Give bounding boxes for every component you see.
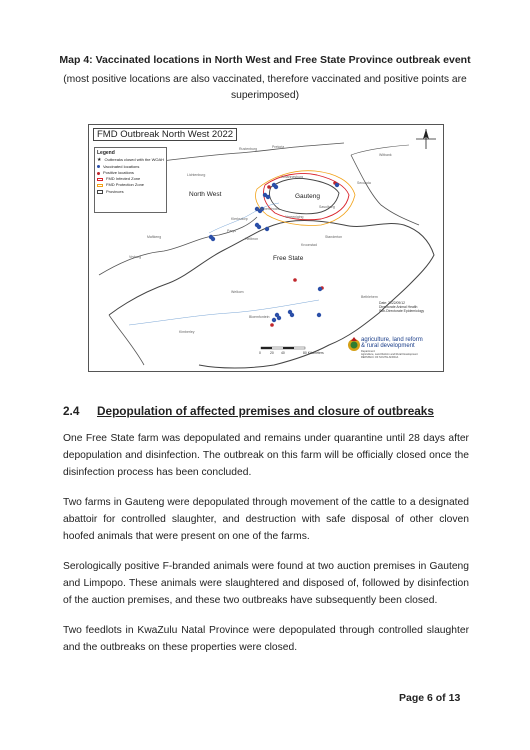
- map-points: [209, 181, 339, 327]
- province-border-west: [99, 217, 257, 275]
- town-label: Sasolburg: [319, 205, 335, 209]
- paragraph: Serologically positive F-branded animals were found at two auction premises in Gauteng and Limpopo. These animals were slaughtered and disposed of, followed by disinfection of the auction premises, and these two outbreaks have subsequently been closed.: [63, 561, 469, 606]
- positive-dot-icon: [97, 172, 100, 175]
- scale-tick-label: 80 Kilometers: [303, 351, 324, 355]
- paragraph: Two feedlots in KwaZulu Natal Province were depopulated through controlled slaughter and the outbreaks on these properties were closed.: [63, 625, 469, 653]
- legend-item-closed: ★ Outbreaks closed with the WOAH: [97, 157, 165, 164]
- map-caption-title: Map 4: Vaccinated locations in North West and Free State Province outbreak event: [59, 54, 471, 66]
- map-caption-subtitle: (most positive locations are also vaccinated, therefore vaccinated and positive points are superimposed): [63, 74, 467, 101]
- vaccinated-location-marker: [318, 287, 322, 291]
- vaccinated-location-marker: [265, 227, 269, 231]
- scale-tick-label: 40: [281, 351, 285, 355]
- province-swatch: [97, 190, 103, 194]
- town-label: Vryburg: [129, 255, 142, 259]
- town-label: Bloemfontein: [249, 315, 270, 319]
- map-legend: [94, 147, 167, 213]
- north-arrow-icon: [416, 129, 436, 149]
- town-label: Witbank: [379, 153, 392, 157]
- legend-item-vaccinated: Vaccinated locations: [97, 164, 164, 170]
- legend-title: Legend: [97, 150, 115, 156]
- town-label: Kroonstad: [301, 243, 317, 247]
- scale-tick-label: 20: [270, 351, 274, 355]
- coat-of-arms-icon: [348, 337, 360, 351]
- town-label: Johannesburg: [281, 175, 304, 179]
- outbreak-map: [88, 124, 444, 372]
- department-logo-text: agriculture, land reform & rural development: [361, 337, 423, 349]
- scale-tick-label: 0: [259, 351, 261, 355]
- paragraph: Two farms in Gauteng were depopulated through movement of the cattle to a designated abattoir for controlled slaughter, and destruction with safe disposal of other cloven hoofed animals that were present on one of the farms.: [63, 497, 469, 542]
- positive-location-marker: [293, 278, 297, 282]
- department-logo-subtext: Department: Agriculture, Land Reform and Rural Development REPUBLIC OF SOUTH AFRICA: [361, 350, 418, 359]
- vaccinated-location-marker: [266, 195, 270, 199]
- legend-item-positive: Positive locations: [97, 170, 164, 176]
- legend-item-provinces: Provinces: [97, 189, 164, 195]
- town-label: Mafikeng: [147, 235, 162, 239]
- page-number: Page 6 of 13: [399, 692, 461, 704]
- town-label: Klerksdorp: [231, 217, 248, 221]
- infected-zone-swatch: [97, 178, 103, 182]
- town-label: Secunda: [357, 181, 371, 185]
- town-label: Vereeniging: [285, 215, 304, 219]
- town-label: Welkom: [231, 290, 244, 294]
- section-heading: [63, 404, 434, 418]
- vaccinated-location-marker: [211, 237, 215, 241]
- vaccinated-location-marker: [335, 183, 339, 187]
- border-east: [351, 155, 419, 225]
- vaccinated-location-marker: [317, 313, 321, 317]
- section-number: 2.4: [63, 404, 80, 418]
- legend-item-infected: FMD Infected Zone: [97, 176, 164, 182]
- protection-zone-swatch: [97, 184, 103, 188]
- scale-bar: [261, 347, 305, 349]
- paragraph: One Free State farm was depopulated and remains under quarantine until 28 days after depopulation and disinfection. The outbreak on this farm will be officially closed once the disinfection process has been concluded.: [63, 433, 469, 478]
- map-date-block: Date: 2022/09/12 Directorate Animal Health Sub-Directorate Epidemiology: [379, 301, 425, 313]
- map-title: FMD Outbreak North West 2022: [93, 128, 237, 141]
- legend-item-protection: FMD Protection Zone: [97, 182, 164, 188]
- region-label-gauteng: Gauteng: [295, 193, 320, 200]
- town-label: Lichtenburg: [187, 173, 206, 177]
- vaccinated-location-marker: [274, 185, 278, 189]
- region-label-free-state: Free State: [273, 255, 304, 262]
- border-south-west: [109, 315, 144, 365]
- town-label: Rustenburg: [239, 147, 258, 151]
- vaccinated-location-marker: [290, 313, 294, 317]
- positive-location-marker: [267, 185, 271, 189]
- town-label: Heilbron: [245, 237, 259, 241]
- town-label: Standerton: [325, 235, 343, 239]
- vaccinated-location-marker: [272, 318, 276, 322]
- vaccinated-location-marker: [277, 316, 281, 320]
- town-label: Potchefstroom: [257, 207, 280, 211]
- town-label: Parys: [227, 229, 236, 233]
- section-title: Depopulation of affected premises and closure of outbreaks: [97, 404, 434, 418]
- region-label-north-west: North West: [189, 191, 222, 198]
- town-label: Bethlehem: [361, 295, 378, 299]
- town-label: Pretoria: [272, 145, 285, 149]
- star-icon: ★: [97, 157, 102, 164]
- positive-location-marker: [270, 323, 274, 327]
- vaccinated-dot-icon: [97, 165, 100, 168]
- vaccinated-location-marker: [257, 225, 261, 229]
- town-label: Kimberley: [179, 330, 195, 334]
